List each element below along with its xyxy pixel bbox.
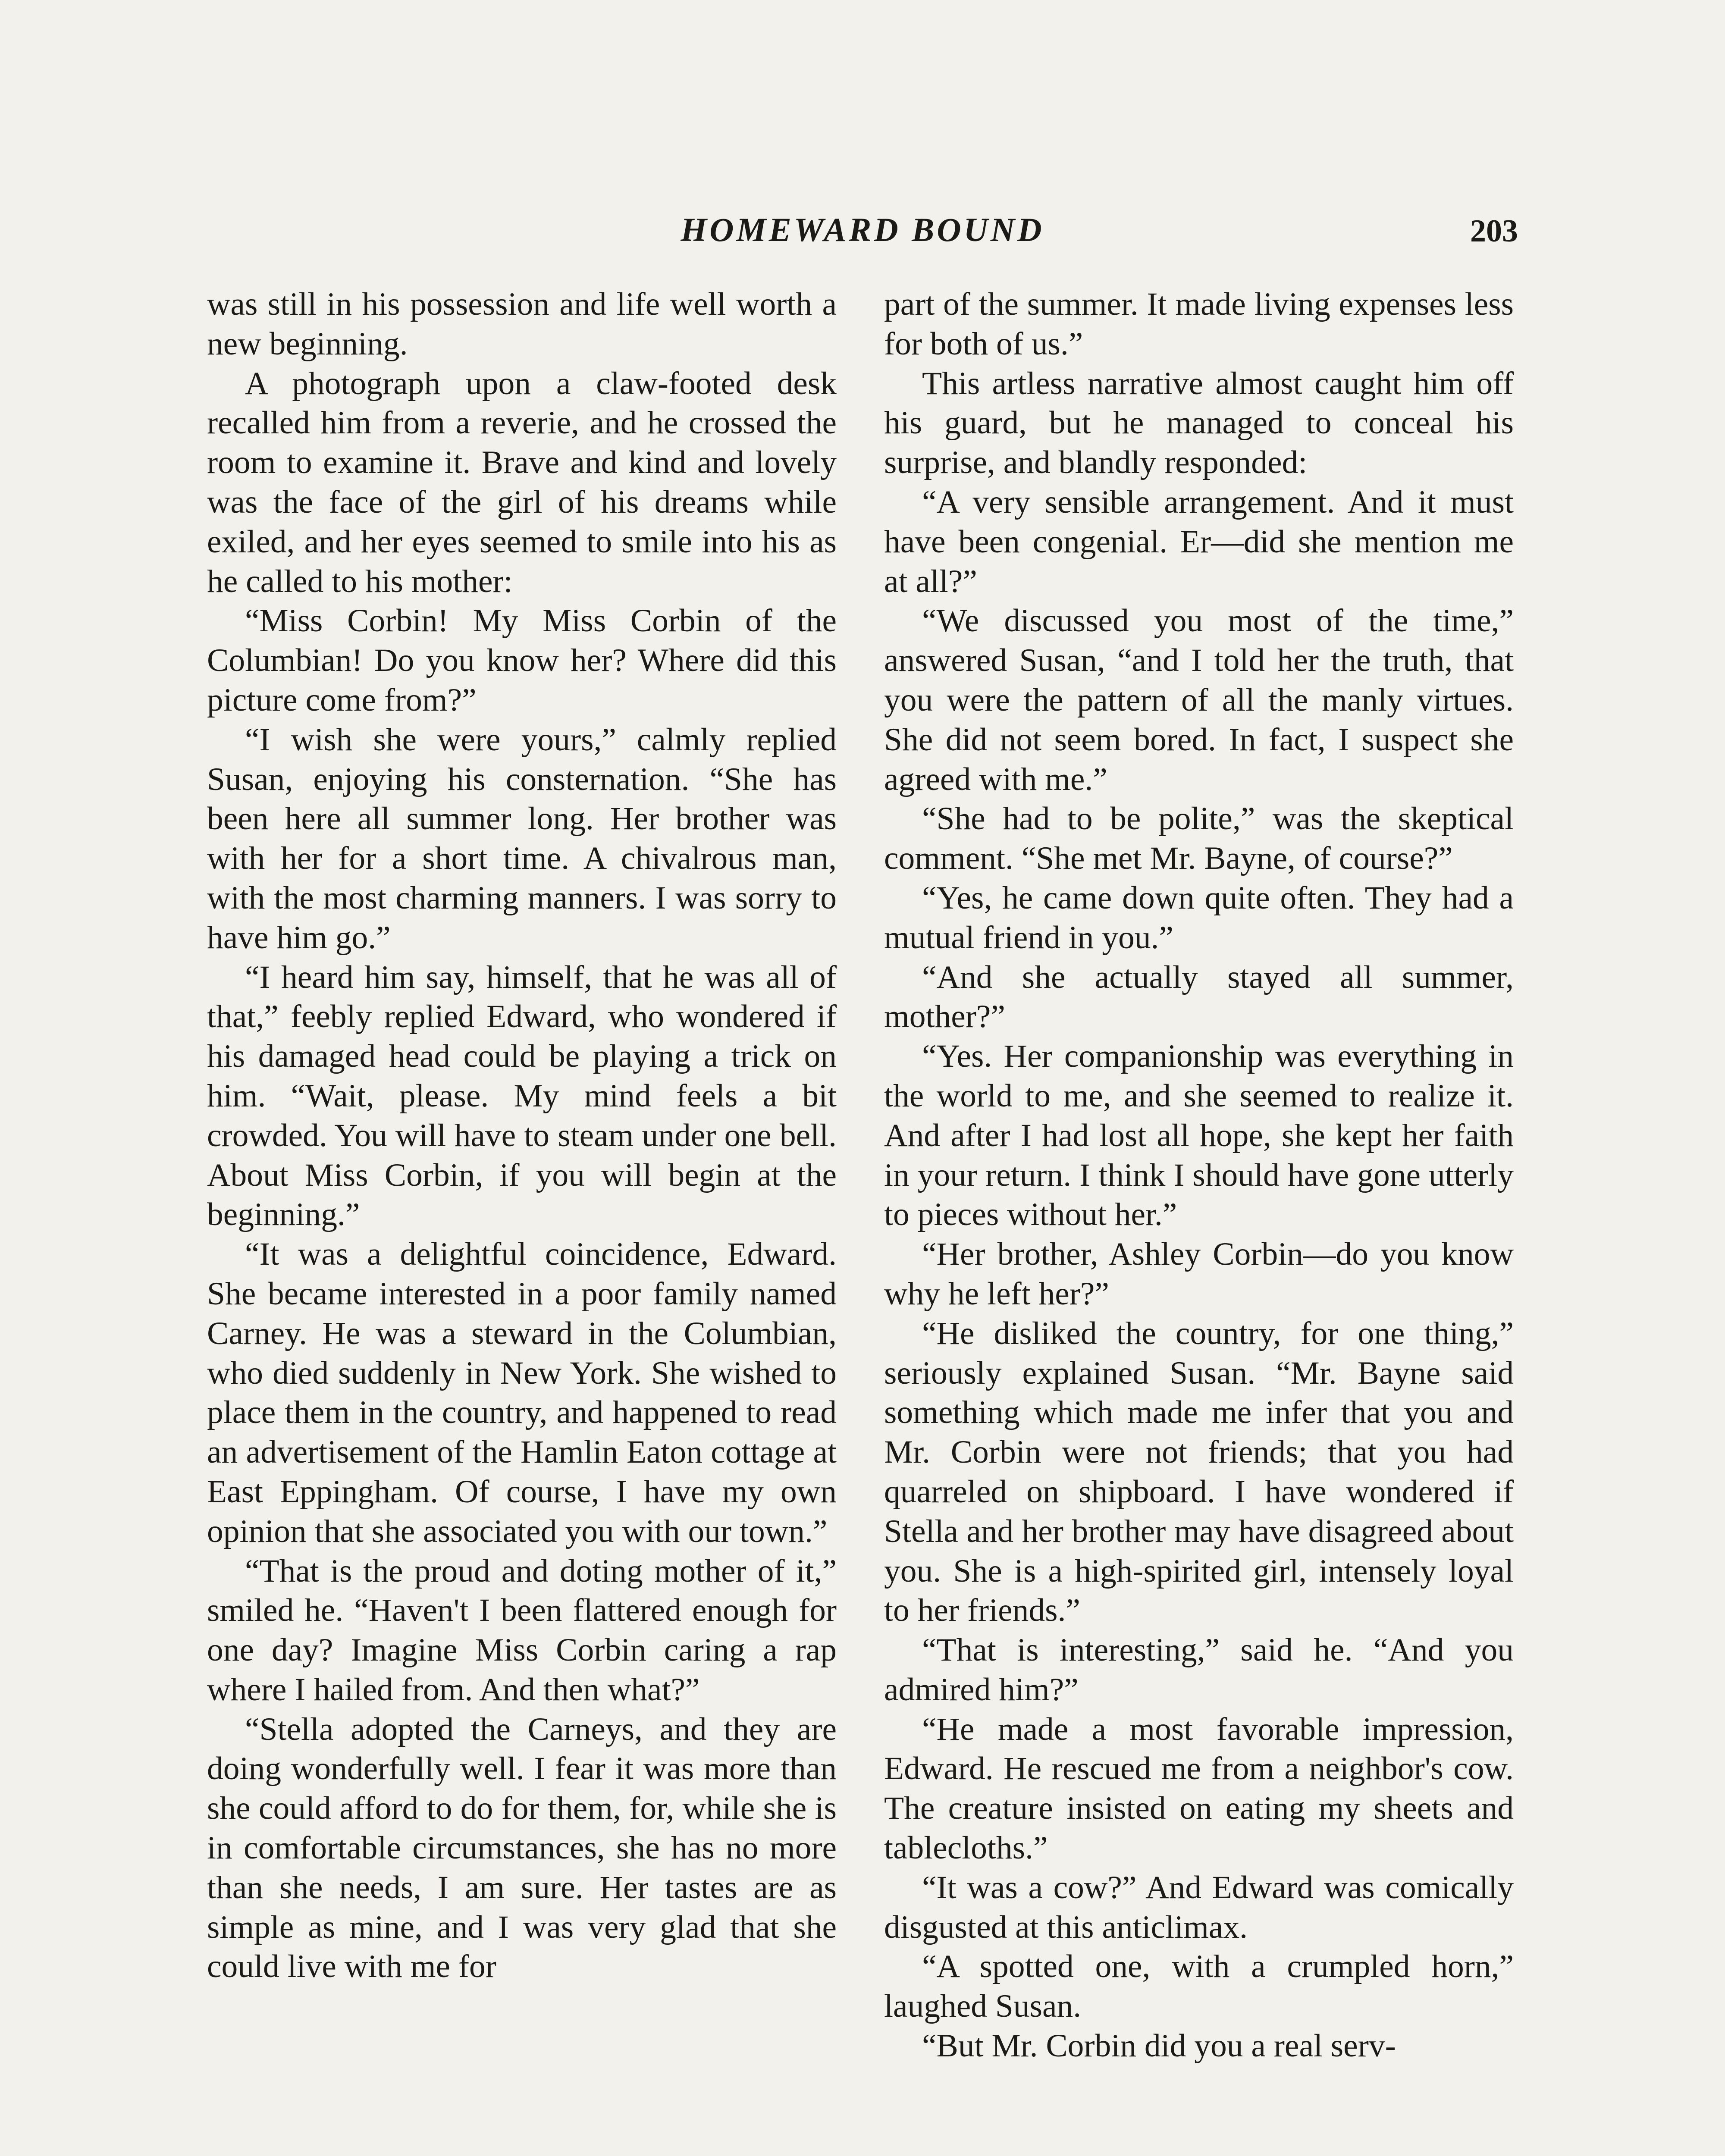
paragraph: “I heard him say, himself, that he was all of that,” feebly replied Edward, who wondered if his damaged head could be playing a trick on him. “Wait, please. My mind feels a bit crowded. You will have to steam under one bell. About Miss Corbin, if you will begin at the beginning.” bbox=[207, 959, 837, 1233]
paragraph: “It was a cow?” And Edward was comically disgusted at this anticlimax. bbox=[884, 1869, 1514, 1945]
paragraph: “Miss Corbin! My Miss Corbin of the Columbian! Do you know her? Where did this picture come from?” bbox=[207, 603, 837, 718]
paragraph: part of the summer. It made living expenses less for both of us.” bbox=[884, 286, 1514, 362]
paragraph: “He disliked the country, for one thing,” seriously explained Susan. “Mr. Bayne said something which made me infer that you and Mr. Corbin were not friends; that you had quarreled on shipboard. I have wondered if Stella and her brother may have disagreed about you. She is a high-spirited girl, intensely loyal to her friends.” bbox=[884, 1315, 1514, 1629]
paragraph: “I wish she were yours,” calmly replied Susan, enjoying his consternation. “She has been here all summer long. Her brother was with her for a short time. A chivalrous man, with the most charming manners. I was sorry to have him go.” bbox=[207, 721, 837, 956]
paragraph: This artless narrative almost caught him off his guard, but he managed to conceal his surprise, and blandly responded: bbox=[884, 365, 1514, 481]
paragraph: “We discussed you most of the time,” answered Susan, “and I told her the truth, that you were the pattern of all the manly virtues. She did not seem bored. In fact, I suspect she agreed with me.” bbox=[884, 603, 1514, 797]
paragraph: “Her brother, Ashley Corbin—do you know why he left her?” bbox=[884, 1236, 1514, 1312]
paragraph: was still in his possession and life well worth a new beginning. bbox=[207, 286, 837, 362]
paragraph: “A very sensible arrangement. And it must have been congenial. Er—did she mention me at all?” bbox=[884, 484, 1514, 599]
paragraph: “Yes, he came down quite often. They had a mutual friend in you.” bbox=[884, 880, 1514, 956]
paragraph: “That is the proud and doting mother of it,” smiled he. “Haven't I been flattered enough for one day? Imagine Miss Corbin caring a rap where I hailed from. And then what?” bbox=[207, 1553, 837, 1708]
paragraph: “Stella adopted the Carneys, and they are doing wonderfully well. I fear it was more than she could afford to do for them, for, while she is in comfortable circumstances, she has no more than she needs, I am sure. Her tastes are as simple as mine, and I was very glad that she could live with me for bbox=[207, 1711, 837, 1985]
paragraph: “A spotted one, with a crumpled horn,” laughed Susan. bbox=[884, 1949, 1514, 2024]
left-column bbox=[207, 285, 837, 1987]
paragraph: “That is interesting,” said he. “And you admired him?” bbox=[884, 1632, 1514, 1708]
right-column bbox=[884, 285, 1514, 2066]
paragraph: “She had to be polite,” was the skeptical comment. “She met Mr. Bayne, of course?” bbox=[884, 801, 1514, 877]
paragraph: A photograph upon a claw-footed desk recalled him from a reverie, and he crossed the room to examine it. Brave and kind and lovely was the face of the girl of his dreams while exiled, and her eyes seemed to smile into his as he called to his mother: bbox=[207, 365, 837, 599]
paragraph: “And she actually stayed all summer, mother?” bbox=[884, 959, 1514, 1035]
paragraph: “It was a delightful coincidence, Edward. She became interested in a poor family named Carney. He was a steward in the Columbian, who died suddenly in New York. She wished to place them in the country, and happened to read an advertisement of the Hamlin Eaton cottage at East Eppingham. Of course, I have my own opinion that she associated you with our town.” bbox=[207, 1236, 837, 1549]
running-title: HOMEWARD BOUND bbox=[681, 211, 1044, 248]
paragraph: “He made a most favorable impression, Edward. He rescued me from a neighbor's cow. The creature insisted on eating my sheets and tablecloths.” bbox=[884, 1711, 1514, 1866]
page-number: 203 bbox=[1470, 213, 1518, 249]
paragraph: “Yes. Her companionship was everything in the world to me, and she seemed to realize it. And after I had lost all hope, she kept her faith in your return. I think I should have gone utterly to pieces without her.” bbox=[884, 1038, 1514, 1233]
running-head bbox=[207, 210, 1518, 254]
paragraph: “But Mr. Corbin did you a real serv- bbox=[922, 2028, 1396, 2064]
